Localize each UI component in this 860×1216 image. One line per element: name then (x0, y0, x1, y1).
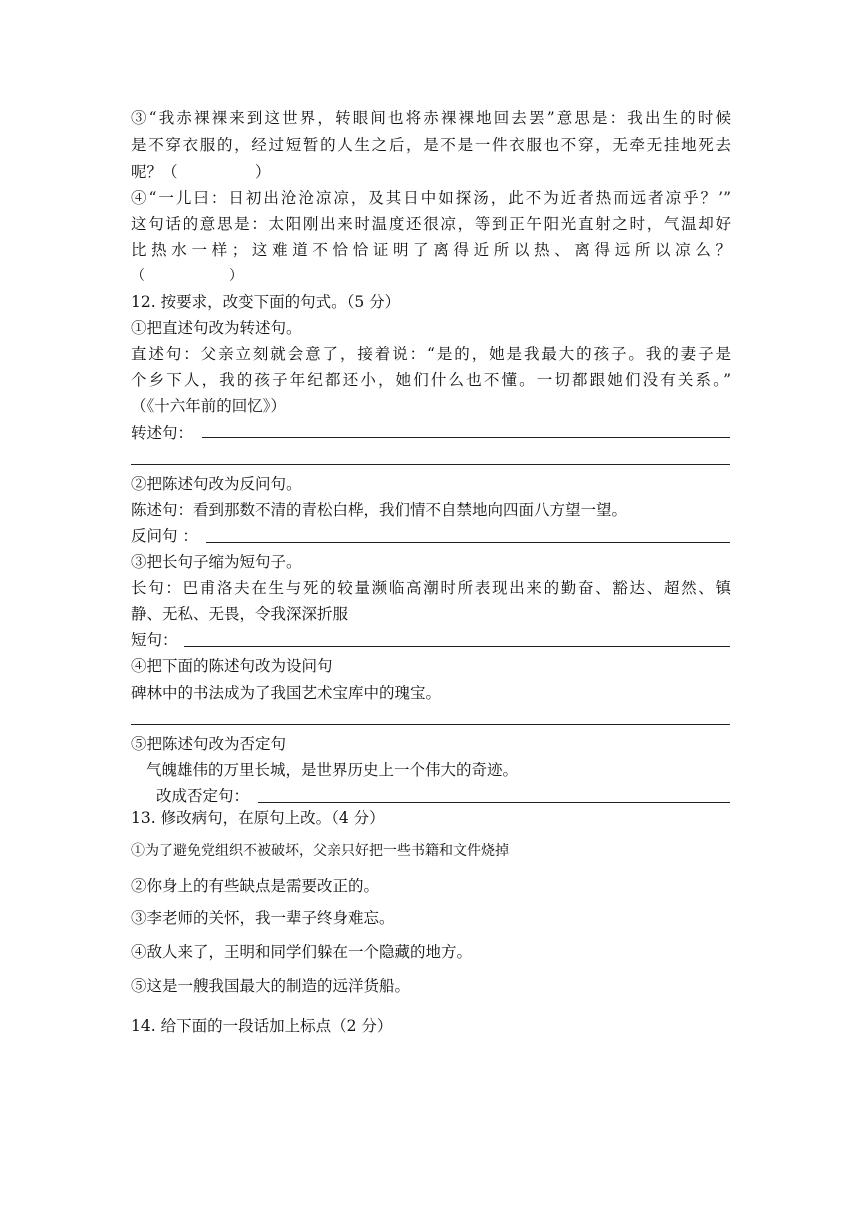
q12-p1-line3: （《十六年前的回忆》） (131, 397, 287, 415)
q12-p1-line1: 直述句：父亲立刻就会意了，接着说：“是的，她是我最大的孩子。我的妻子是 (131, 345, 731, 363)
q12-p1-answer-line2[interactable] (131, 464, 730, 465)
q12-p2-line1: 陈述句：看到那数不清的青松白桦，我们情不自禁地向四面八方望一望。 (131, 501, 628, 519)
q11-item3-line1: ③“我赤裸裸来到这世界，转眼间也将赤裸裸地回去罢”意思是：我出生的时候 (131, 109, 731, 127)
q12-p5-instruction: ⑤把陈述句改为否定句 (131, 735, 287, 753)
q13-sentence-2: ②你身上的有些缺点是需要改正的。 (131, 877, 380, 895)
q13-sentence-5: ⑤这是一艘我国最大的制造的远洋货船。 (131, 977, 411, 995)
q12-p1-answer-label: 转述句： (131, 424, 194, 442)
q12-p5-answer-line[interactable] (258, 802, 730, 803)
q11-item4-line4: （ ） (131, 268, 243, 284)
q14-title: 14. 给下面的一段话加上标点（2 分） (131, 1017, 393, 1035)
q12-p5-answer-label: 改成否定句： (156, 787, 250, 805)
q12-p1-line2: 个乡下人，我的孩子年纪都还小，她们什么也不懂。一切都跟她们没有关系。” (131, 371, 731, 389)
q12-p2-answer-line[interactable] (206, 542, 730, 543)
q13-title: 13. 修改病句，在原句上改。（4 分） (131, 809, 385, 827)
q12-p3-line1: 长句：巴甫洛夫在生与死的较量濒临高潮时所表现出来的勤奋、豁达、超然、镇 (131, 579, 731, 597)
q12-p2-instruction: ②把陈述句改为反问句。 (131, 475, 302, 493)
q11-item4-line2: 这句话的意思是：太阳刚出来时温度还很凉，等到正午阳光直射之时，气温却好 (131, 215, 731, 233)
q12-p3-instruction: ③把长句子缩为短句子。 (131, 553, 302, 571)
q12-p4-instruction: ④把下面的陈述句改为设问句 (131, 657, 333, 675)
q12-p3-answer-label: 短句： (131, 631, 178, 649)
q13-sentence-3: ③李老师的关怀，我一辈子终身难忘。 (131, 909, 395, 927)
q12-p3-line2: 静、无私、无畏，令我深深折服 (131, 605, 349, 623)
q12-title: 12. 按要求，改变下面的句式。（5 分） (131, 293, 401, 311)
q12-p4-line1: 碑林中的书法成为了我国艺术宝库中的瑰宝。 (131, 684, 442, 702)
q12-p2-answer-label: 反问句 ： (131, 527, 198, 545)
q13-sentence-4: ④敌人来了，王明和同学们躲在一个隐藏的地方。 (131, 943, 473, 961)
q12-p5-line1: 气魄雄伟的万里长城，是世界历史上一个伟大的奇迹。 (146, 761, 519, 779)
q11-item4-line1: ④“一儿曰：日初出沧沧凉凉，及其日中如探汤，此不为近者热而远者凉乎？’” (131, 189, 731, 207)
q11-item3-line2: 是不穿衣服的，经过短暂的人生之后，是不是一件衣服也不穿，无牵无挂地死去 (131, 136, 731, 154)
q11-item4-line3: 比热水一样；这难道不恰恰证明了离得近所以热、离得远所以凉么？ (131, 241, 731, 259)
q13-sentence-1: ①为了避免党组织不被破坏，父亲只好把一些书籍和文件烧掉 (131, 843, 509, 859)
q12-p1-answer-line1[interactable] (202, 437, 730, 438)
q11-item3-line3: 呢？（ ） (131, 163, 271, 181)
q12-p3-answer-line[interactable] (184, 646, 730, 647)
q12-p4-answer-line[interactable] (131, 724, 730, 725)
q12-p1-instruction: ①把直述句改为转述句。 (131, 319, 302, 337)
